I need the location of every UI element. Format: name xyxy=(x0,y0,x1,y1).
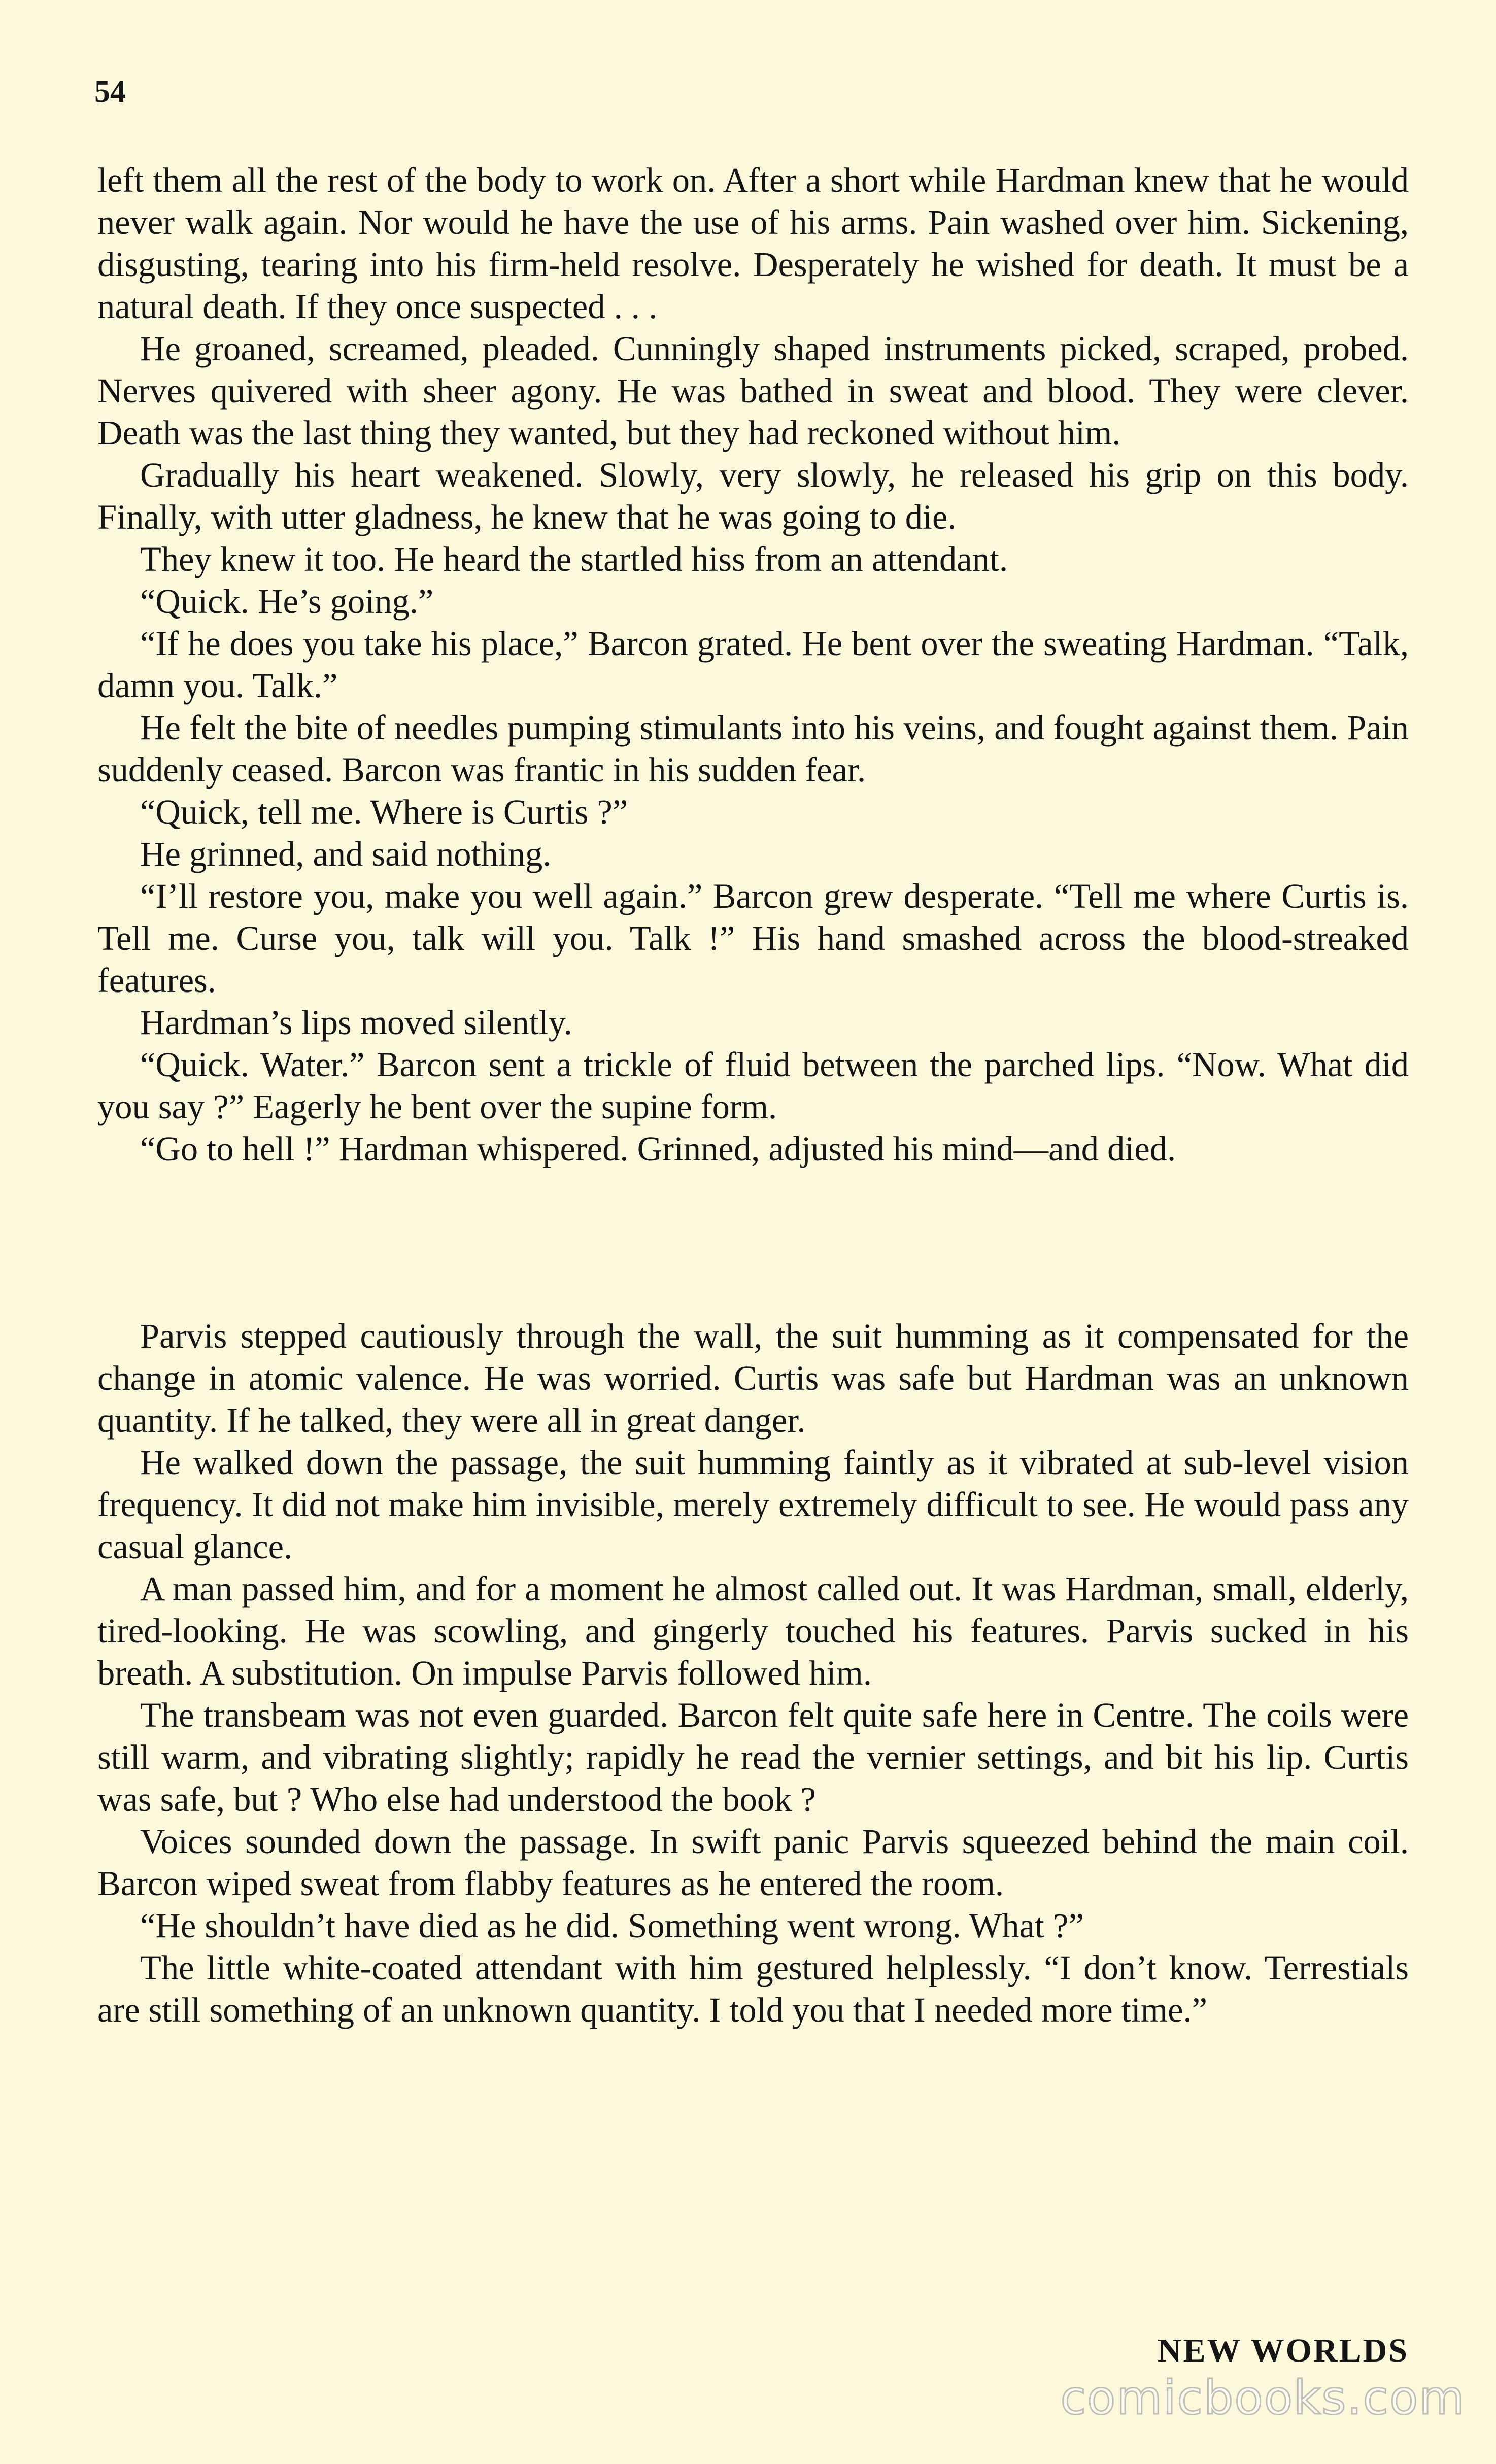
paragraph: He felt the bite of needles pumping stimulants into his veins, and fought against them. Pain suddenly ceased. Barcon was frantic in his sudden fear. xyxy=(97,708,1409,789)
paragraph: “I’ll restore you, make you well again.” Barcon grew desperate. “Tell me where Curtis is. Tell me. Curse you, talk will you. Talk !” His hand smashed across the blood-streaked features. xyxy=(97,877,1409,1000)
magazine-title-footer: NEW WORLDS xyxy=(1157,2332,1409,2369)
paragraph: They knew it too. He heard the startled hiss from an attendant. xyxy=(140,540,1008,578)
story-text-section-1 xyxy=(97,159,1409,1170)
paragraph: He walked down the passage, the suit humming faintly as it vibrated at sub-level vision frequency. It did not make him invisible, merely extremely difficult to see. He would pass any casual glance. xyxy=(97,1443,1409,1566)
paragraph: He groaned, screamed, pleaded. Cunningly shaped instruments picked, scraped, probed. Nerves quivered with sheer agony. He was bathed in sweat and blood. They were clever. Death was the last thing they wanted, but they had reckoned without him. xyxy=(97,329,1409,452)
paragraph: Voices sounded down the passage. In swift panic Parvis squeezed behind the main coil. Barcon wiped sweat from flabby features as he entered the room. xyxy=(97,1822,1409,1903)
paragraph: “If he does you take his place,” Barcon grated. He bent over the sweating Hardman. “Talk, damn you. Talk.” xyxy=(97,624,1409,705)
paragraph: “Go to hell !” Hardman whispered. Grinned, adjusted his mind—and died. xyxy=(140,1130,1176,1168)
paragraph: Parvis stepped cautiously through the wall, the suit humming as it compensated for the change in atomic valence. He was worried. Curtis was safe but Hardman was an unknown quantity. If he talked, they were all in great danger. xyxy=(97,1317,1409,1440)
paragraph: The little white-coated attendant with him gestured helplessly. “I don’t know. Terrestials are still something of an unknown quantity. I told you that I needed more time.” xyxy=(97,1948,1409,2029)
paragraph: “Quick. He’s going.” xyxy=(140,582,434,621)
paragraph: A man passed him, and for a moment he almost called out. It was Hardman, small, elderly, tired-looking. He was scowling, and gingerly touched his features. Parvis sucked in his breath. A substitution. On impulse Parvis followed him. xyxy=(97,1569,1409,1692)
paragraph: He grinned, and said nothing. xyxy=(140,835,552,873)
paragraph: The transbeam was not even guarded. Barcon felt quite safe here in Centre. The coils were still warm, and vibrating slightly; rapidly he read the vernier settings, and bit his lip. Curtis was safe, but ? Who else had understood the book ? xyxy=(97,1696,1409,1819)
paragraph: Gradually his heart weakened. Slowly, very slowly, he released his grip on this body. Finally, with utter gladness, he knew that he was going to die. xyxy=(97,456,1409,536)
paragraph: “Quick, tell me. Where is Curtis ?” xyxy=(140,793,628,831)
watermark: comicbooks.com xyxy=(1060,2371,1466,2425)
paragraph: left them all the rest of the body to work on. After a short while Hardman knew that he would never walk again. Nor would he have the use of his arms. Pain washed over him. Sickening, disgusting, tearing into his firm-held resolve. Desperately he wished for death. It must be a natural death. If they once suspected . . . xyxy=(97,161,1409,326)
paragraph: “Quick. Water.” Barcon sent a trickle of fluid between the parched lips. “Now. What did you say ?” Eagerly he bent over the supine form. xyxy=(97,1045,1409,1126)
paragraph: “He shouldn’t have died as he did. Something went wrong. What ?” xyxy=(140,1906,1084,1945)
paragraph: Hardman’s lips moved silently. xyxy=(140,1003,572,1042)
story-text-section-2 xyxy=(97,1315,1409,2031)
page-number: 54 xyxy=(94,75,126,109)
